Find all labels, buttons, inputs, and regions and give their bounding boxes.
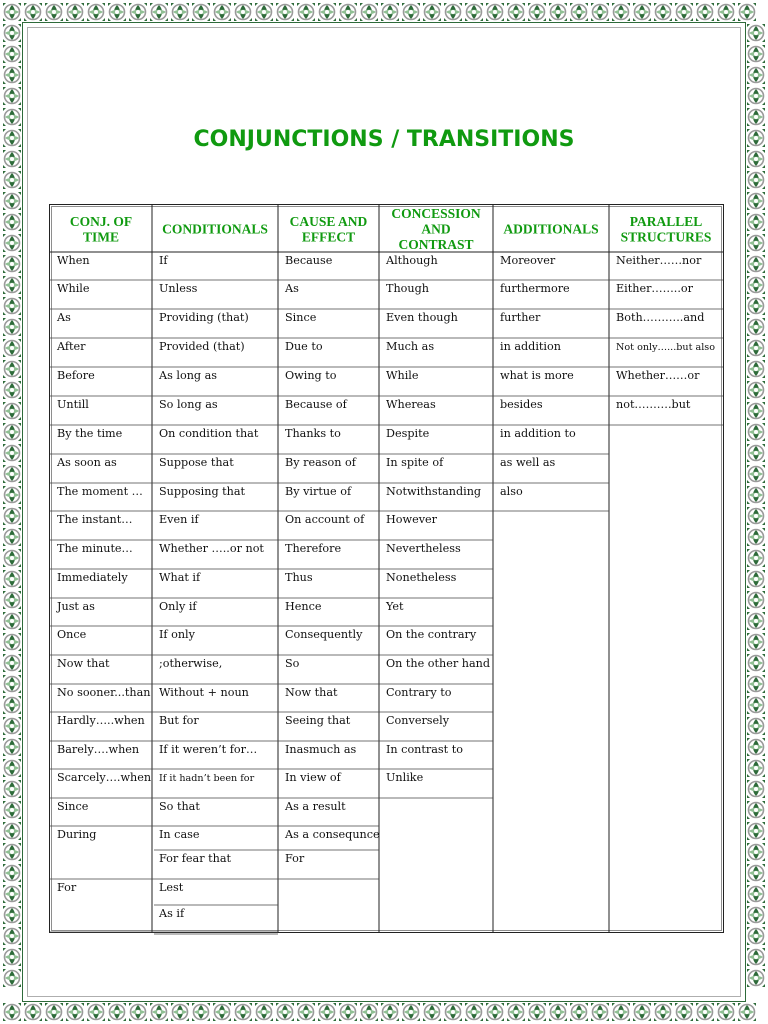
border-ornament-icon bbox=[3, 24, 21, 42]
border-ornament-icon bbox=[150, 3, 168, 21]
table-cell-concession: Conversely bbox=[386, 714, 450, 727]
border-ornament-icon bbox=[675, 1003, 693, 1021]
table-cell-conditionals: As if bbox=[159, 907, 185, 920]
column-header-concession: AND bbox=[421, 221, 451, 237]
border-ornament-icon bbox=[570, 3, 588, 21]
border-ornament-icon bbox=[747, 885, 765, 903]
border-ornament-icon bbox=[654, 1003, 672, 1021]
table-cell-time: Hardly…..when bbox=[57, 714, 145, 727]
table-cell-time: The minute… bbox=[57, 542, 133, 555]
border-ornament-icon bbox=[3, 192, 21, 210]
border-ornament-icon bbox=[747, 822, 765, 840]
border-ornament-icon bbox=[3, 948, 21, 966]
border-ornament-icon bbox=[45, 3, 63, 21]
border-ornament-icon bbox=[747, 129, 765, 147]
border-ornament-icon bbox=[3, 654, 21, 672]
table-cell-conditionals: So that bbox=[159, 800, 200, 813]
table-cell-concession: On the other hand bbox=[386, 657, 491, 670]
border-ornament-icon bbox=[3, 276, 21, 294]
border-ornament-icon bbox=[747, 759, 765, 777]
border-ornament-icon bbox=[675, 3, 693, 21]
table-cell-cause_effect: Since bbox=[285, 311, 317, 324]
border-ornament-icon bbox=[3, 171, 21, 189]
table-cell-time: Once bbox=[57, 628, 87, 641]
border-ornament-icon bbox=[255, 3, 273, 21]
table-cell-cause_effect: Due to bbox=[285, 340, 323, 353]
table-cell-conditionals: Unless bbox=[159, 282, 198, 295]
border-ornament-icon bbox=[339, 3, 357, 21]
table-cell-time: Now that bbox=[57, 657, 110, 670]
border-ornament-icon bbox=[423, 3, 441, 21]
table-cell-concession: Notwithstanding bbox=[386, 485, 482, 498]
table-cell-time: Untill bbox=[57, 398, 89, 411]
border-ornament-icon bbox=[747, 591, 765, 609]
table-cell-conditionals: On condition that bbox=[159, 427, 259, 440]
table-cell-time: By the time bbox=[57, 427, 123, 440]
table-body bbox=[56, 254, 715, 920]
border-ornament-icon bbox=[747, 612, 765, 630]
table-cell-conditionals: Even if bbox=[159, 513, 199, 526]
border-ornament-icon bbox=[654, 3, 672, 21]
border-ornament-icon bbox=[360, 3, 378, 21]
table-cell-cause_effect: Inasmuch as bbox=[285, 743, 357, 756]
table-cell-concession: On the contrary bbox=[386, 628, 477, 641]
table-cell-time: Scarcely….when bbox=[57, 771, 152, 784]
table-cell-cause_effect: As a result bbox=[285, 800, 346, 813]
border-ornament-icon bbox=[3, 591, 21, 609]
border-ornament-icon bbox=[747, 696, 765, 714]
border-ornament-icon bbox=[171, 3, 189, 21]
border-ornament-icon bbox=[3, 507, 21, 525]
table-cell-cause_effect: Now that bbox=[285, 686, 338, 699]
border-ornament-icon bbox=[3, 3, 21, 21]
column-header-concession: CONTRAST bbox=[398, 237, 474, 252]
border-ornament-icon bbox=[3, 423, 21, 441]
table-cell-conditionals: Suppose that bbox=[159, 456, 234, 469]
border-ornament-icon bbox=[747, 297, 765, 315]
border-ornament-icon bbox=[747, 255, 765, 273]
table-cell-conditionals: If it weren’t for… bbox=[159, 743, 258, 756]
table-cell-cause_effect: Thanks to bbox=[285, 427, 341, 440]
border-ornament-icon bbox=[3, 129, 21, 147]
border-ornament-icon bbox=[747, 948, 765, 966]
column-header-parallel: STRUCTURES bbox=[620, 229, 712, 245]
border-ornament-icon bbox=[507, 1003, 525, 1021]
border-ornament-icon bbox=[3, 66, 21, 84]
border-ornament-icon bbox=[738, 1003, 756, 1021]
border-ornament-icon bbox=[747, 24, 765, 42]
border-ornament-icon bbox=[381, 3, 399, 21]
table-cell-time: The instant… bbox=[57, 513, 133, 526]
border-ornament-icon bbox=[747, 465, 765, 483]
border-ornament-icon bbox=[717, 1003, 735, 1021]
table-cell-concession: Whereas bbox=[386, 398, 436, 411]
border-ornament-icon bbox=[633, 1003, 651, 1021]
border-ornament-icon bbox=[3, 780, 21, 798]
table-cell-concession: Though bbox=[386, 282, 429, 295]
border-ornament-icon bbox=[3, 885, 21, 903]
table-cell-cause_effect: For bbox=[285, 852, 305, 865]
column-header-time: TIME bbox=[82, 229, 120, 245]
column-header-conditionals: CONDITIONALS bbox=[162, 221, 268, 237]
border-ornament-icon bbox=[747, 570, 765, 588]
border-ornament-icon bbox=[747, 507, 765, 525]
border-ornament-icon bbox=[747, 927, 765, 945]
table-cell-time: For bbox=[57, 881, 77, 894]
border-ornament-icon bbox=[213, 3, 231, 21]
table-cell-conditionals: So long as bbox=[159, 398, 218, 411]
border-ornament-icon bbox=[3, 717, 21, 735]
border-ornament-icon bbox=[747, 276, 765, 294]
border-ornament-icon bbox=[747, 402, 765, 420]
border-ornament-icon bbox=[696, 3, 714, 21]
border-ornament-icon bbox=[465, 1003, 483, 1021]
border-ornament-icon bbox=[747, 87, 765, 105]
table-cell-time: Just as bbox=[57, 600, 95, 613]
border-ornament-icon bbox=[66, 3, 84, 21]
table-cell-concession: However bbox=[386, 513, 437, 526]
border-ornament-icon bbox=[747, 717, 765, 735]
border-ornament-icon bbox=[747, 339, 765, 357]
border-ornament-icon bbox=[747, 66, 765, 84]
border-ornament-icon bbox=[129, 3, 147, 21]
border-ornament-icon bbox=[507, 3, 525, 21]
table-cell-concession: Much as bbox=[386, 340, 435, 353]
border-ornament-icon bbox=[3, 465, 21, 483]
border-ornament-icon bbox=[747, 528, 765, 546]
table-cell-cause_effect: By virtue of bbox=[285, 485, 352, 498]
table-cell-concession: Nonetheless bbox=[386, 571, 457, 584]
table-cell-additionals: also bbox=[500, 485, 523, 498]
border-ornament-icon bbox=[3, 549, 21, 567]
border-ornament-icon bbox=[3, 969, 21, 987]
table-cell-parallel: not……….but bbox=[616, 398, 691, 411]
border-ornament-icon bbox=[3, 255, 21, 273]
border-ornament-icon bbox=[747, 318, 765, 336]
border-ornament-icon bbox=[486, 3, 504, 21]
border-ornament-icon bbox=[486, 1003, 504, 1021]
table-cell-concession: Although bbox=[386, 254, 438, 267]
table-cell-conditionals: In case bbox=[159, 828, 200, 841]
border-ornament-icon bbox=[528, 1003, 546, 1021]
table-cell-conditionals: Only if bbox=[159, 600, 197, 613]
table-cell-cause_effect: In view of bbox=[285, 771, 341, 784]
border-ornament-icon bbox=[696, 1003, 714, 1021]
border-ornament-icon bbox=[3, 864, 21, 882]
border-ornament-icon bbox=[360, 1003, 378, 1021]
border-ornament-icon bbox=[528, 3, 546, 21]
table-cell-conditionals: But for bbox=[159, 714, 199, 727]
border-ornament-icon bbox=[234, 1003, 252, 1021]
table-cell-concession: Even though bbox=[386, 311, 458, 324]
border-ornament-icon bbox=[234, 3, 252, 21]
border-ornament-icon bbox=[255, 1003, 273, 1021]
border-ornament-icon bbox=[747, 171, 765, 189]
border-ornament-icon bbox=[738, 3, 756, 21]
border-ornament-icon bbox=[297, 1003, 315, 1021]
border-ornament-icon bbox=[747, 108, 765, 126]
border-ornament-icon bbox=[465, 3, 483, 21]
border-ornament-icon bbox=[549, 1003, 567, 1021]
table-cell-time: Immediately bbox=[57, 571, 128, 584]
border-ornament-icon bbox=[747, 906, 765, 924]
border-ornament-icon bbox=[3, 633, 21, 651]
table-cell-cause_effect: On account of bbox=[285, 513, 365, 526]
table-cell-conditionals: ;otherwise, bbox=[159, 657, 223, 670]
border-ornament-icon bbox=[24, 1003, 42, 1021]
table-cell-additionals: besides bbox=[500, 398, 543, 411]
table-cell-time: Since bbox=[57, 800, 89, 813]
border-ornament-icon bbox=[747, 549, 765, 567]
border-ornament-icon bbox=[3, 108, 21, 126]
table-cell-cause_effect: Because of bbox=[285, 398, 347, 411]
border-ornament-icon bbox=[3, 234, 21, 252]
table-cell-concession: Contrary to bbox=[386, 686, 452, 699]
table-cell-parallel: Not only…...but also bbox=[616, 342, 715, 353]
border-ornament-icon bbox=[3, 843, 21, 861]
border-ornament-icon bbox=[339, 1003, 357, 1021]
border-ornament-icon bbox=[3, 927, 21, 945]
table-cell-time: While bbox=[57, 282, 90, 295]
table-cell-parallel: Both………..and bbox=[616, 311, 705, 324]
table-cell-cause_effect: As bbox=[285, 282, 299, 295]
border-ornament-icon bbox=[318, 3, 336, 21]
border-ornament-icon bbox=[612, 3, 630, 21]
border-ornament-icon bbox=[747, 780, 765, 798]
border-ornament-icon bbox=[747, 801, 765, 819]
table-cell-additionals: further bbox=[500, 311, 541, 324]
border-ornament-icon bbox=[87, 1003, 105, 1021]
table-header-row bbox=[70, 206, 712, 252]
column-header-cause_effect: CAUSE AND bbox=[289, 213, 368, 229]
table-cell-time: When bbox=[57, 254, 90, 267]
table-cell-time: During bbox=[57, 828, 97, 841]
table-cell-time: Before bbox=[57, 369, 95, 382]
border-ornament-icon bbox=[3, 45, 21, 63]
border-ornament-icon bbox=[3, 528, 21, 546]
border-ornament-icon bbox=[3, 360, 21, 378]
column-header-time: CONJ. OF bbox=[69, 213, 133, 229]
border-ornament-icon bbox=[3, 801, 21, 819]
page-title: CONJUNCTIONS / TRANSITIONS bbox=[193, 127, 575, 152]
table-cell-conditionals: Whether …..or not bbox=[159, 542, 264, 555]
table-cell-time: The moment … bbox=[57, 485, 143, 498]
border-ornament-icon bbox=[591, 3, 609, 21]
border-ornament-icon bbox=[747, 444, 765, 462]
table-cell-cause_effect: So bbox=[285, 657, 300, 670]
table-cell-conditionals: If only bbox=[159, 628, 195, 641]
border-ornament-icon bbox=[3, 339, 21, 357]
border-ornament-icon bbox=[129, 1003, 147, 1021]
table-cell-cause_effect: Thus bbox=[285, 571, 313, 584]
table-cell-cause_effect: Consequently bbox=[285, 628, 363, 641]
table-cell-cause_effect: As a consequnce bbox=[285, 828, 380, 841]
table-cell-cause_effect: By reason of bbox=[285, 456, 356, 469]
border-ornament-icon bbox=[297, 3, 315, 21]
border-ornament-icon bbox=[3, 822, 21, 840]
border-ornament-icon bbox=[213, 1003, 231, 1021]
border-ornament-icon bbox=[3, 570, 21, 588]
border-ornament-icon bbox=[747, 633, 765, 651]
border-ornament-icon bbox=[276, 1003, 294, 1021]
table-cell-conditionals: Supposing that bbox=[159, 485, 246, 498]
border-ornament-icon bbox=[747, 423, 765, 441]
border-ornament-icon bbox=[3, 612, 21, 630]
border-ornament-icon bbox=[633, 3, 651, 21]
table-cell-concession: In contrast to bbox=[386, 743, 463, 756]
table-cell-cause_effect: Owing to bbox=[285, 369, 337, 382]
border-ornament-icon bbox=[3, 486, 21, 504]
table-cell-concession: Nevertheless bbox=[386, 542, 461, 555]
border-ornament-icon bbox=[3, 297, 21, 315]
border-ornament-icon bbox=[747, 234, 765, 252]
border-ornament-icon bbox=[747, 486, 765, 504]
column-header-concession: CONCESSION bbox=[391, 206, 481, 221]
border-ornament-icon bbox=[108, 1003, 126, 1021]
border-ornament-icon bbox=[444, 3, 462, 21]
table-cell-additionals: what is more bbox=[500, 369, 574, 382]
border-ornament-icon bbox=[3, 696, 21, 714]
table-cell-conditionals: Providing (that) bbox=[159, 311, 249, 324]
table-cell-cause_effect: Seeing that bbox=[285, 714, 351, 727]
table-cell-conditionals: If bbox=[159, 254, 168, 267]
column-header-parallel: PARALLEL bbox=[629, 213, 703, 229]
table-cell-conditionals: If it hadn’t been for bbox=[159, 773, 255, 784]
table-cell-concession: In spite of bbox=[386, 456, 444, 469]
border-ornament-icon bbox=[3, 150, 21, 168]
border-ornament-icon bbox=[192, 3, 210, 21]
border-ornament-icon bbox=[3, 213, 21, 231]
border-ornament-icon bbox=[444, 1003, 462, 1021]
table-cell-cause_effect: Because bbox=[285, 254, 333, 267]
table-cell-parallel: Either……..or bbox=[616, 282, 693, 295]
table-cell-concession: Unlike bbox=[386, 771, 424, 784]
table-cell-additionals: Moreover bbox=[500, 254, 556, 267]
table-cell-conditionals: Without + noun bbox=[159, 686, 249, 699]
border-ornament-icon bbox=[192, 1003, 210, 1021]
border-ornament-icon bbox=[3, 675, 21, 693]
border-ornament-icon bbox=[45, 1003, 63, 1021]
column-header-additionals: ADDITIONALS bbox=[503, 221, 599, 237]
table-cell-parallel: Neither……nor bbox=[616, 254, 702, 267]
border-ornament-icon bbox=[747, 381, 765, 399]
border-ornament-icon bbox=[381, 1003, 399, 1021]
table-cell-time: After bbox=[57, 340, 86, 353]
table-cell-additionals: as well as bbox=[500, 456, 556, 469]
border-ornament-icon bbox=[570, 1003, 588, 1021]
table-cell-additionals: furthermore bbox=[500, 282, 570, 295]
border-ornament-icon bbox=[591, 1003, 609, 1021]
table-cell-conditionals: What if bbox=[159, 571, 201, 584]
border-ornament-icon bbox=[3, 381, 21, 399]
table-cell-conditionals: Provided (that) bbox=[159, 340, 245, 353]
table-cell-additionals: in addition to bbox=[500, 427, 576, 440]
decorative-border bbox=[3, 3, 765, 1021]
border-ornament-icon bbox=[3, 738, 21, 756]
border-ornament-icon bbox=[549, 3, 567, 21]
border-ornament-icon bbox=[318, 1003, 336, 1021]
border-ornament-icon bbox=[747, 654, 765, 672]
border-ornament-icon bbox=[747, 969, 765, 987]
border-ornament-icon bbox=[747, 738, 765, 756]
table-cell-time: No sooner...than bbox=[57, 686, 151, 699]
border-ornament-icon bbox=[66, 1003, 84, 1021]
table-cell-concession: While bbox=[386, 369, 419, 382]
border-ornament-icon bbox=[3, 1003, 21, 1021]
table-cell-conditionals: As long as bbox=[159, 369, 218, 382]
border-ornament-icon bbox=[3, 402, 21, 420]
column-header-cause_effect: EFFECT bbox=[301, 229, 356, 245]
border-ornament-icon bbox=[402, 3, 420, 21]
border-ornament-icon bbox=[276, 3, 294, 21]
table-cell-time: As soon as bbox=[57, 456, 117, 469]
table-cell-cause_effect: Therefore bbox=[285, 542, 342, 555]
border-ornament-icon bbox=[747, 150, 765, 168]
table-cell-conditionals: Lest bbox=[159, 881, 184, 894]
border-ornament-icon bbox=[717, 3, 735, 21]
table-cell-concession: Yet bbox=[386, 600, 404, 613]
border-ornament-icon bbox=[3, 444, 21, 462]
border-ornament-icon bbox=[747, 864, 765, 882]
table-cell-time: As bbox=[57, 311, 71, 324]
border-ornament-icon bbox=[150, 1003, 168, 1021]
border-ornament-icon bbox=[3, 906, 21, 924]
table-cell-time: Barely….when bbox=[57, 743, 140, 756]
border-ornament-icon bbox=[747, 213, 765, 231]
border-ornament-icon bbox=[108, 3, 126, 21]
table-cell-additionals: in addition bbox=[500, 340, 561, 353]
border-ornament-icon bbox=[747, 45, 765, 63]
border-ornament-icon bbox=[3, 759, 21, 777]
border-ornament-icon bbox=[423, 1003, 441, 1021]
border-ornament-icon bbox=[3, 318, 21, 336]
border-ornament-icon bbox=[24, 3, 42, 21]
conjunctions-table bbox=[50, 205, 724, 935]
border-ornament-icon bbox=[171, 1003, 189, 1021]
border-ornament-icon bbox=[87, 3, 105, 21]
border-ornament-icon bbox=[3, 87, 21, 105]
border-ornament-icon bbox=[747, 360, 765, 378]
table-cell-conditionals: For fear that bbox=[159, 852, 231, 865]
border-ornament-icon bbox=[612, 1003, 630, 1021]
border-ornament-icon bbox=[747, 675, 765, 693]
table-cell-parallel: Whether……or bbox=[616, 369, 700, 382]
border-ornament-icon bbox=[747, 843, 765, 861]
table-cell-concession: Despite bbox=[386, 427, 430, 440]
border-ornament-icon bbox=[402, 1003, 420, 1021]
border-ornament-icon bbox=[747, 192, 765, 210]
table-cell-cause_effect: Hence bbox=[285, 600, 322, 613]
